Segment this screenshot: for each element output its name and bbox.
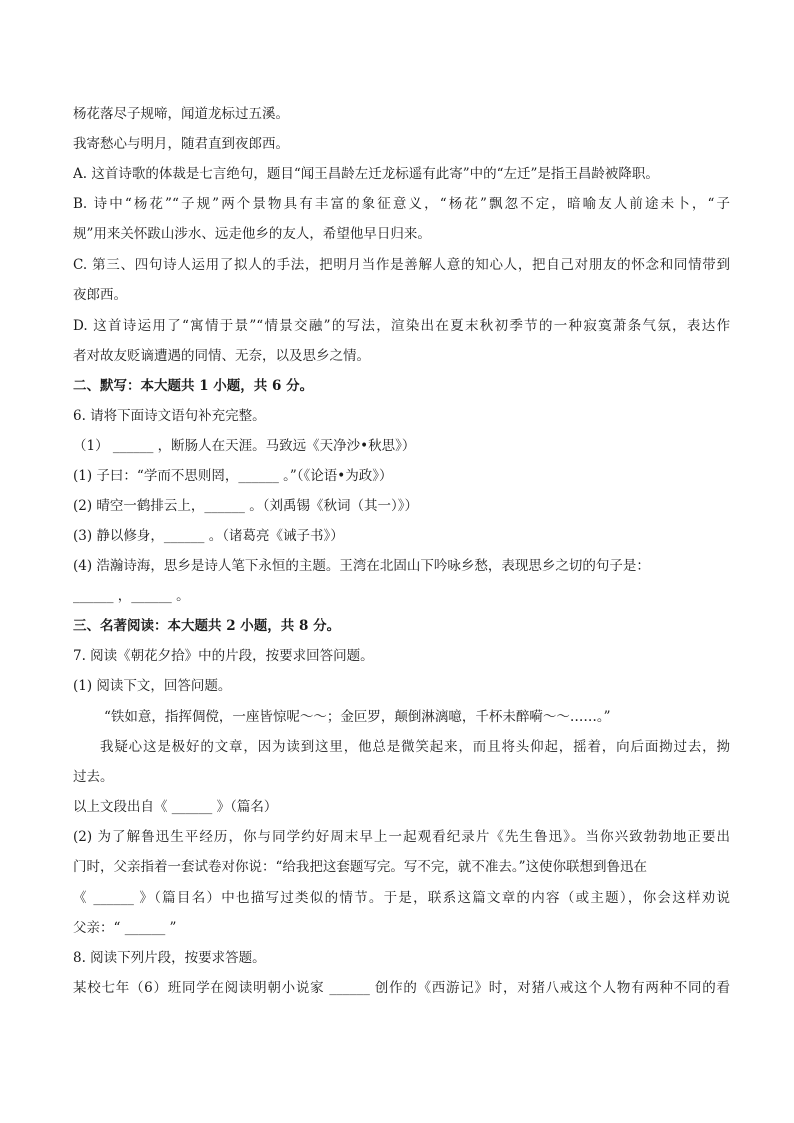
question-7-2-line-2: 门时，父亲指着一套试卷对你说：“给我把这套题写完。写不完，就不准去。”这使你联想到鲁迅在 (73, 859, 648, 875)
dictation-item-0: （1） ______ ，断肠人在天涯。马致远《天净沙•秋思》） (73, 438, 416, 454)
dictation-item-4: (4) 浩瀚诗海，思乡是诗人笔下永恒的主题。王湾在北固山下吟咏乡愁，表现思乡之切的句子是： (73, 558, 650, 574)
question-7: 7. 阅读《朝花夕拾》中的片段，按要求回答问题。 (73, 648, 374, 664)
question-7-2-line-3: 《 ______ 》（篇目名）中也描写过类似的情节。于是，联系这篇文章的内容（或主题），你会这样劝说 (73, 890, 730, 906)
poem-line-2: 我寄愁心与明月，随君直到夜郎西。 (73, 136, 289, 152)
source-question: 以上文段出自《 ______ 》（篇名） (73, 799, 278, 815)
quote-line-3: 过去。 (73, 769, 114, 785)
section-2-heading: 二、默写：本大题共 1 小题，共 6 分。 (73, 378, 314, 394)
option-b-line-2: 规”用来关怀跋山涉水、远走他乡的友人，希望他早日归来。 (73, 226, 431, 242)
quote-line-1: “铁如意，指挥倜傥，一座皆惊呢～～；金叵罗，颠倒淋漓噫，千杯未醉嗬～～……。” (104, 709, 611, 725)
dictation-item-3: (3) 静以修身，______ 。（诸葛亮《诫子书》） (73, 528, 344, 544)
question-6: 6. 请将下面诗文语句补充完整。 (73, 408, 266, 424)
question-7-2-line-1: (2) 为了解鲁迅生平经历，你与同学约好周末早上一起观看纪录片《先生鲁迅》。当你兴致勃勃地正要出 (73, 829, 730, 845)
question-8: 8. 阅读下列片段，按要求答题。 (73, 950, 266, 966)
option-a: A. 这首诗歌的体裁是七言绝句，题目“闻王昌龄左迁龙标遥有此寄”中的“左迁”是指王昌龄被降职。 (73, 166, 659, 182)
option-c-line-1: C. 第三、四句诗人运用了拟人的手法，把明月当作是善解人意的知心人，把自己对朋友的怀念和同情带到 (73, 257, 730, 273)
dictation-item-2: (2) 晴空一鹤排云上，______ 。（刘禹锡《秋词（其一）》） (73, 498, 418, 514)
quote-line-2: 我疑心这是极好的文章，因为读到这里，他总是微笑起来，而且将头仰起，摇着，向后面拗过去，拗 (100, 739, 730, 755)
poem-line-1: 杨花落尽子规啼，闻道龙标过五溪。 (73, 106, 289, 122)
option-d-line-2: 者对故友贬谪遭遇的同情、无奈，以及思乡之情。 (73, 348, 370, 364)
dictation-item-1: (1) 子曰：“学而不思则罔，______ 。”（《论语•为政》） (73, 468, 393, 484)
question-7-1: (1) 阅读下文，回答问题。 (73, 678, 232, 694)
question-7-2-line-4: 父亲：“ ______ ” (73, 920, 177, 936)
option-b-line-1: B. 诗中“杨花”“子规”两个景物具有丰富的象征意义，“杨花”飘忽不定，暗喻友人前途未卜，“子 (73, 196, 730, 212)
dictation-item-5: ______ ，______ 。 (73, 588, 190, 604)
option-d-line-1: D. 这首诗运用了“寓情于景”“情景交融”的写法，渲染出在夏末秋初季节的一种寂寞萧条气氛，表达作 (73, 318, 730, 334)
question-8-text: 某校七年（6）班同学在阅读明朝小说家 ______ 创作的《西游记》时，对猪八戒这个人物有两种不同的看 (73, 980, 730, 996)
option-c-line-2: 夜郎西。 (73, 287, 127, 303)
section-3-heading: 三、名著阅读：本大题共 2 小题，共 8 分。 (73, 618, 341, 634)
